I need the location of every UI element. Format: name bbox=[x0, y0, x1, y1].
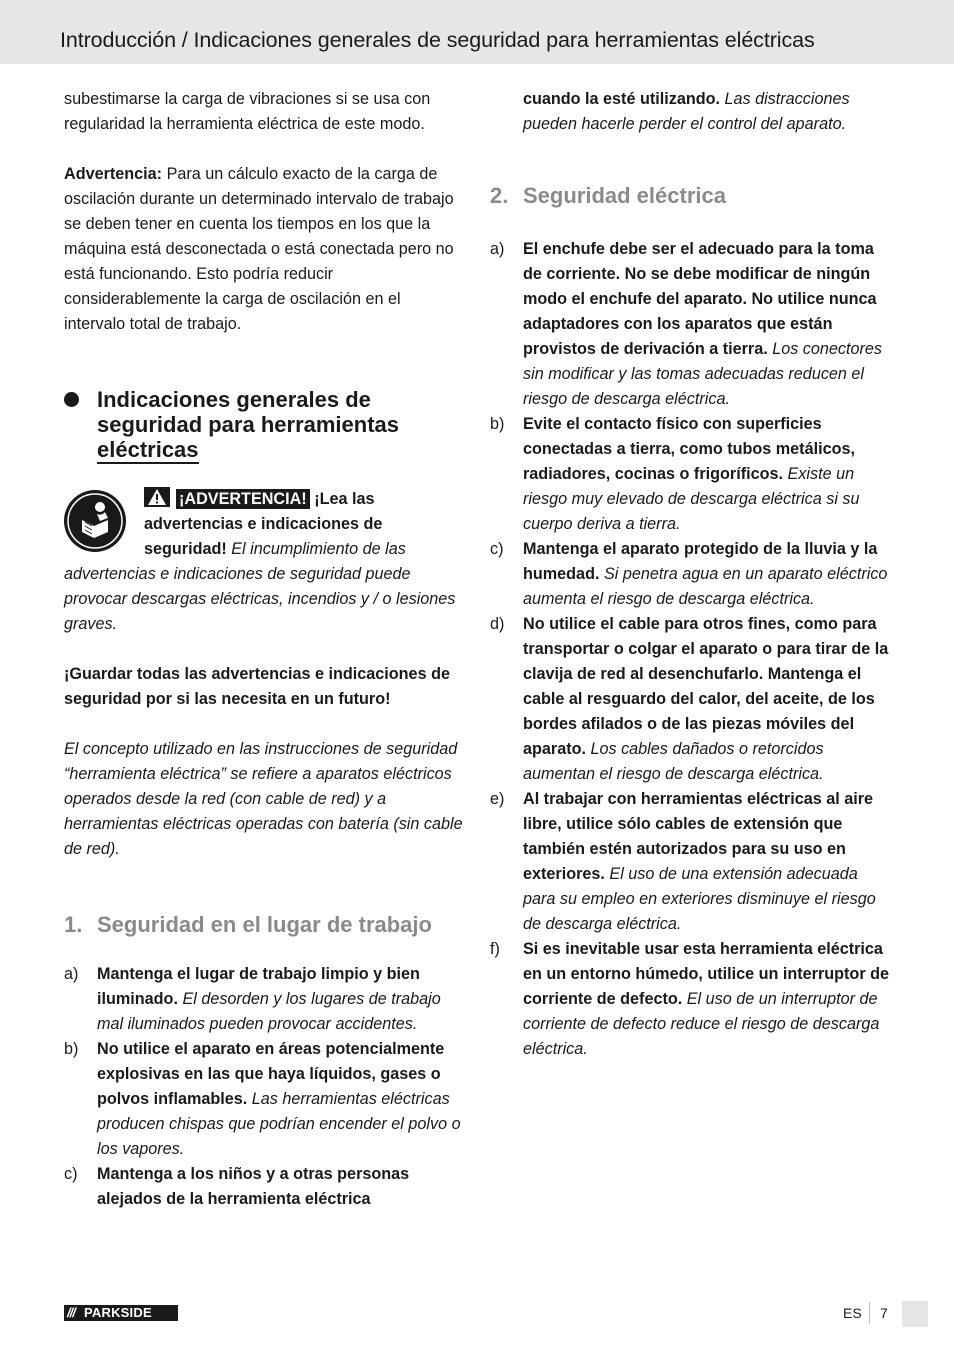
section-1-heading bbox=[64, 912, 464, 937]
list-italic: El desorden y los lugares de trabajo mal iluminados pueden provocar accidentes. bbox=[97, 990, 441, 1033]
list-bold: El enchufe debe ser el adecuado para la toma de corriente. No se debe modificar de ningún modo el enchufe del aparato. No utilice nunca adaptadores con los aparatos que están provistos de derivación a tierra. bbox=[523, 240, 877, 358]
footer-divider bbox=[869, 1302, 870, 1324]
list-bold: Mantenga a los niños y a otras personas alejados de la herramienta eléctrica bbox=[97, 1165, 410, 1208]
warning-block bbox=[64, 487, 464, 637]
page-number: 7 bbox=[880, 1305, 888, 1321]
list-letter: c) bbox=[64, 1165, 78, 1183]
safety-heading-text: Indicaciones generales de seguridad para herramientas bbox=[97, 387, 400, 437]
parkside-logo bbox=[64, 1305, 178, 1321]
list-italic: Las herramientas eléctricas producen chispas que podrían encender el polvo o los vapores. bbox=[97, 1090, 461, 1158]
advertencia-label: Advertencia: bbox=[64, 165, 163, 183]
list-letter: b) bbox=[64, 1040, 79, 1058]
logo-text: PARKSIDE bbox=[84, 1305, 152, 1320]
warning-italic-text: El incumplimiento de las advertencias e indicaciones de seguridad puede provocar descargas eléctricas, incendios y / o lesiones graves. bbox=[64, 540, 456, 633]
page-title: Introducción / Indicaciones generales de seguridad para herramientas eléctricas bbox=[60, 28, 815, 52]
warning-badge: ¡ADVERTENCIA! bbox=[176, 489, 310, 509]
section-2-title: Seguridad eléctrica bbox=[523, 183, 726, 208]
list-item bbox=[490, 537, 892, 612]
list-item bbox=[490, 237, 892, 412]
list-letter: c) bbox=[490, 540, 504, 558]
keep-instructions bbox=[64, 662, 464, 712]
list-italic: El uso de un interruptor de corriente de defecto reduce el riesgo de descarga eléctrica. bbox=[523, 990, 880, 1058]
concept-paragraph bbox=[64, 737, 464, 862]
list-bold: No utilice el cable para otros fines, como para transportar o colgar el aparato o para tirar de la clavija de red al desenchufarlo. Mantenga el cable al resguardo del calor, del aceite, de los bordes afilados o de las piezas móviles del aparato. bbox=[523, 615, 889, 758]
warning-bold-text: ¡Lea las advertencias e indicaciones de seguridad! bbox=[144, 490, 383, 558]
list-item bbox=[490, 612, 892, 787]
concept-text: El concepto utilizado en las instrucciones de seguridad “herramienta eléctrica” se refiere a aparatos eléctricos operados desde la red (con cable de red) y a herramientas eléctricas operadas con batería (sin cable de red). bbox=[64, 740, 463, 858]
list-italic: Si penetra agua en un aparato eléctrico aumenta el riesgo de descarga eléctrica. bbox=[523, 565, 888, 608]
list-bold: Al trabajar con herramientas eléctricas al aire libre, utilice sólo cables de extensión que también estén autorizados para su uso en exteriores. bbox=[523, 790, 874, 883]
list-item bbox=[490, 937, 892, 1062]
advertencia-paragraph bbox=[64, 162, 464, 337]
continuation-italic: Las distracciones pueden hacerle perder el control del aparato. bbox=[523, 90, 850, 133]
list-bold: No utilice el aparato en áreas potencialmente explosivas en las que haya líquidos, gases o polvos inflamables. bbox=[97, 1040, 445, 1108]
list-item bbox=[490, 787, 892, 937]
safety-heading bbox=[64, 387, 464, 462]
list-item bbox=[64, 1037, 464, 1162]
section-2-heading bbox=[490, 183, 892, 208]
list-letter: f) bbox=[490, 940, 500, 958]
list-letter: a) bbox=[490, 240, 505, 258]
right-column bbox=[490, 87, 892, 1062]
bullet-icon bbox=[64, 392, 79, 407]
list-bold: Mantenga el lugar de trabajo limpio y bien iluminado. bbox=[97, 965, 420, 1008]
section-2-number: 2. bbox=[490, 183, 509, 208]
list-letter: a) bbox=[64, 965, 79, 983]
list-italic: El uso de una extensión adecuada para su empleo en exteriores disminuye el riesgo de descarga eléctrica. bbox=[523, 865, 876, 933]
left-column bbox=[64, 87, 464, 1212]
list-italic: Los conectores sin modificar y las tomas adecuadas reducen el riesgo de descarga eléctrica. bbox=[523, 340, 882, 408]
advertencia-text: Para un cálculo exacto de la carga de oscilación durante un determinado intervalo de trabajo se deben tener en cuenta los tiempos en los que la máquina está desconectada o está conectada pero no está funcionando. Esto podría reducir considerablemente la carga de oscilación en el intervalo total de trabajo. bbox=[64, 165, 454, 333]
read-manual-icon bbox=[64, 490, 126, 552]
logo-slashes: /// bbox=[67, 1305, 75, 1320]
section-1-number: 1. bbox=[64, 912, 83, 937]
language-code: ES bbox=[843, 1305, 862, 1321]
page-header bbox=[0, 0, 954, 64]
list-bold: Mantenga el aparato protegido de la lluvia y la humedad. bbox=[523, 540, 878, 583]
list-letter: e) bbox=[490, 790, 505, 808]
list-letter: b) bbox=[490, 415, 505, 433]
list-letter: d) bbox=[490, 615, 505, 633]
safety-heading-underlined: eléctricas bbox=[97, 437, 199, 462]
section-1-title: Seguridad en el lugar de trabajo bbox=[97, 912, 432, 937]
page-corner-box bbox=[902, 1301, 928, 1327]
warning-triangle-icon bbox=[144, 487, 170, 507]
list-item bbox=[64, 1162, 464, 1212]
keep-instructions-text: ¡Guardar todas las advertencias e indicaciones de seguridad por si las necesita en un futuro! bbox=[64, 665, 450, 708]
intro-paragraph: subestimarse la carga de vibraciones si se usa con regularidad la herramienta eléctrica de este modo. bbox=[64, 90, 431, 133]
continuation-paragraph bbox=[490, 87, 892, 137]
list-item bbox=[64, 962, 464, 1037]
list-italic: Los cables dañados o retorcidos aumentan el riesgo de descarga eléctrica. bbox=[523, 740, 824, 783]
continuation-bold: cuando la esté utilizando. bbox=[523, 90, 720, 108]
list-item bbox=[490, 412, 892, 537]
list-italic: Existe un riesgo muy elevado de descarga eléctrica si su cuerpo deriva a tierra. bbox=[523, 465, 860, 533]
list-bold: Evite el contacto físico con superficies conectadas a tierra, como tubos metálicos, radiadores, cocinas o frigoríficos. bbox=[523, 415, 855, 483]
list-bold: Si es inevitable usar esta herramienta eléctrica en un entorno húmedo, utilice un interruptor de corriente de defecto. bbox=[523, 940, 890, 1008]
